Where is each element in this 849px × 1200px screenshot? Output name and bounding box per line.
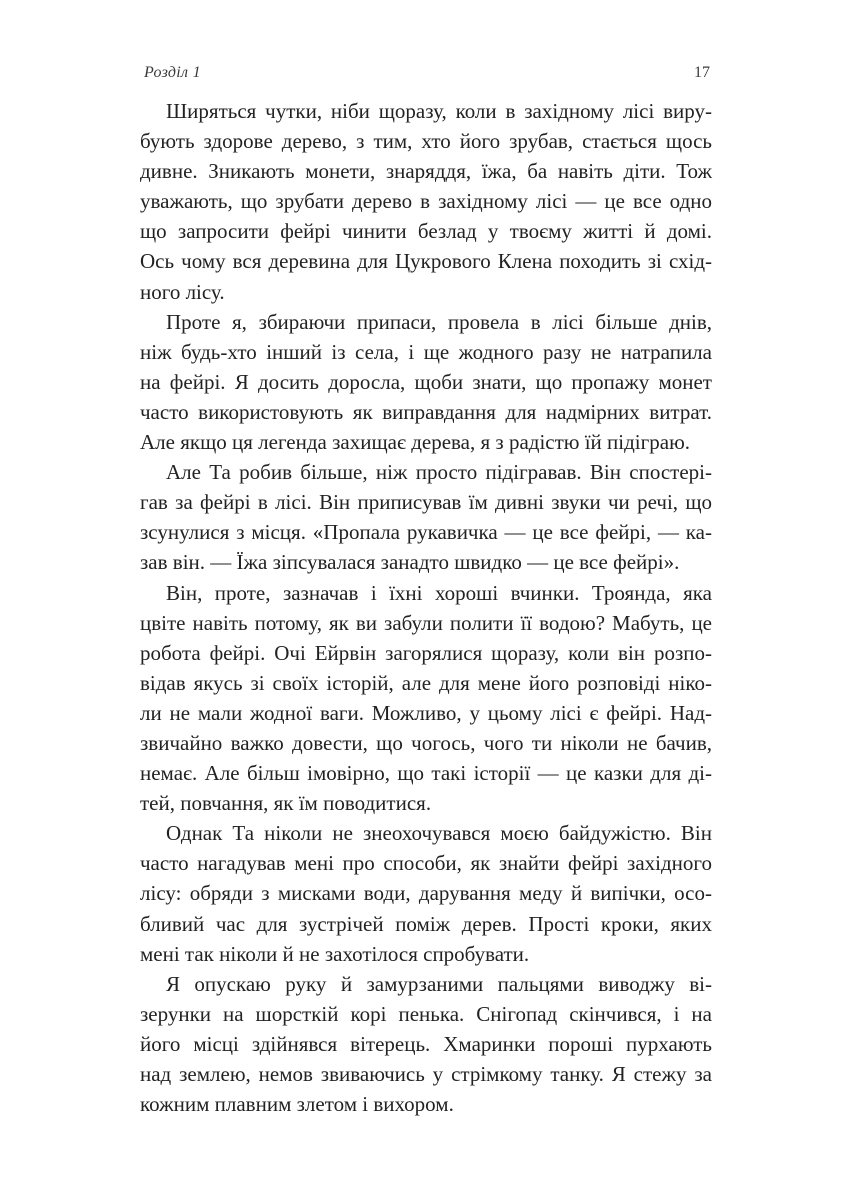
text-line: тей, повчання, як їм поводитися. [140, 791, 432, 816]
body-text [140, 96, 712, 1119]
text-line: ного лісу. [140, 279, 225, 304]
text-line: Але Та робив більше, ніж просто підігравав. Він спостері- [166, 460, 712, 485]
text-line: Проте я, збираючи припаси, провела в лісі більше днів, [166, 309, 712, 334]
text-line: часто використовують як виправдання для надмірних витрат. [140, 399, 712, 424]
text-line: на фейрі. Я досить доросла, щоби знати, що пропажу монет [140, 369, 712, 394]
text-line: Але якщо ця легенда захищає дерева, я з радістю їй підіграю. [140, 430, 691, 455]
text-line: Однак Та ніколи не знеохочувався моєю байдужістю. Він [166, 821, 712, 846]
text-line: бливий час для зустрічей поміж дерев. Прості кроки, яких [140, 911, 712, 936]
text-line: немає. Але більш імовірно, що такі історії — це казки для ді- [140, 761, 712, 786]
text-line: ли не мали жодної ваги. Можливо, у цьому лісі є фейрі. Над- [140, 700, 712, 725]
text-line: зав він. — Їжа зіпсувалася занадто швидко — це все фейрі». [140, 550, 680, 575]
text-line: Я опускаю руку й замурзаними пальцями виводжу ві- [166, 971, 712, 996]
page-number: 17 [694, 64, 710, 81]
text-line: над землею, немов звиваючись у стрімкому танку. Я стежу за [140, 1062, 712, 1086]
text-line: що запросити фейрі чинити безлад у твоєму житті й домі. [140, 219, 712, 244]
text-line: мені так ніколи й не захотілося спробувати. [140, 941, 530, 966]
text-line: Ось чому вся деревина для Цукрового Клена походить зі схід- [140, 249, 712, 274]
text-line: часто нагадував мені про способи, як знайти фейрі західного [140, 851, 712, 876]
text-line: ніж будь-хто інший із села, і ще жодного разу не натрапила [140, 339, 712, 364]
text-line: звичайно важко довести, що чогось, чого ти ніколи не бачив, [140, 730, 712, 755]
text-line: уважають, що зрубати дерево в західному лісі — це все одно [140, 189, 712, 214]
text-line: зсунулися з місця. «Пропала рукавичка — це все фейрі, — ка- [140, 520, 712, 545]
text-line: відав якусь зі своїх історій, але для мене його розповіді ніко- [140, 670, 712, 695]
text-line: дивне. Зникають монети, знаряддя, їжа, ба навіть діти. Тож [140, 159, 712, 184]
text-line: робота фейрі. Очі Ейрвін загорялися щоразу, коли він розпо- [140, 640, 712, 665]
text-line: бують здорове дерево, з тим, хто його зрубав, стається щось [140, 129, 712, 154]
text-line: кожним плавним злетом і вихором. [140, 1092, 454, 1117]
text-line: гав за фейрі в лісі. Він приписував їм дивні звуки чи речі, що [140, 490, 712, 515]
text-line: зерунки на шорсткій корі пенька. Снігопад скінчився, і на [140, 1001, 712, 1026]
text-line: лісу: обряди з мисками води, дарування меду й випічки, осо- [140, 881, 712, 906]
text-line: Ширяться чутки, ніби щоразу, коли в західному лісі виру- [166, 99, 712, 123]
running-head-chapter: Розділ 1 [144, 64, 201, 81]
text-line: цвіте навіть потому, як ви забули полити її водою? Мабуть, це [140, 610, 712, 635]
text-line: його місці здійнявся вітерець. Хмаринки пороші пурхають [140, 1031, 712, 1056]
text-line: Він, проте, зазначав і їхні хороші вчинки. Троянда, яка [166, 580, 712, 605]
